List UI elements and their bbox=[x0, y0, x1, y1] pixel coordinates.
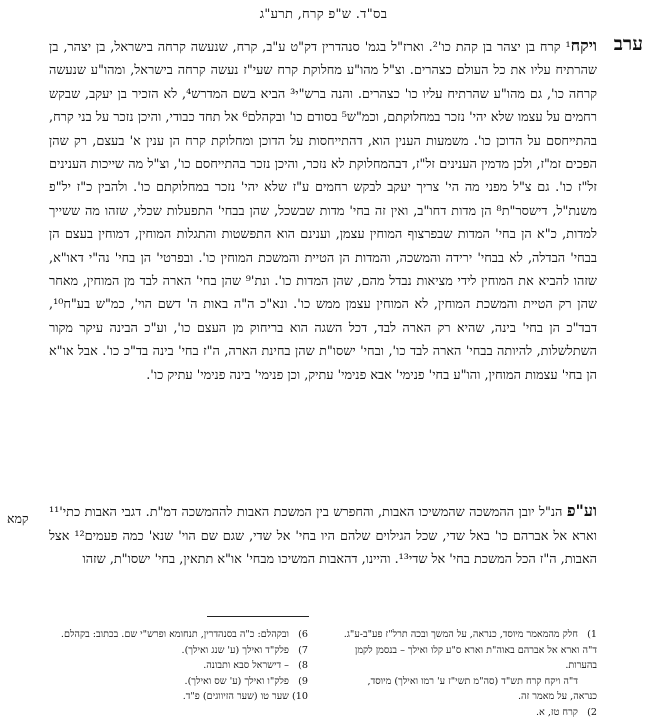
second-paragraph bbox=[49, 499, 597, 596]
footnotes bbox=[49, 627, 597, 724]
footnote: 2) קרח טז, א. bbox=[535, 706, 597, 718]
footnote: 6) ובקהלם: כ"ה בסנהדרין, תנחומא ופרש"י שם. בכתוב: בקהלם. bbox=[60, 629, 308, 640]
paragraph-lead-word: ויקח bbox=[570, 36, 597, 55]
page-header: בס"ד. ש"פ קרח, תרע"ג bbox=[259, 7, 388, 22]
footnote: 10) שער טו (שער הזיווגים) פ"ד. bbox=[182, 691, 308, 703]
paragraph-body: הנ"ל יובן ההמשכה שהמשיכו האבות, והחפרש בין המשכת האבות לההמשכה דמ"ת. דגבי האבות כתי'¹¹ וארא אל אברהם כו' באל שדי, שכל הגילוים שלהם היו בחי' אל שדי, שגם שם הוי' שנא' כמה פעמים¹² אצל האבות, ה"ז הכל המשכת בחי' אל שדי¹³. והיינו, דהאבות המשיכו מבחי' או"א תתאין, בחי' ישסו"ת, שזהו bbox=[49, 505, 597, 568]
main-paragraph bbox=[49, 34, 597, 483]
margin-mark-left: קמא bbox=[7, 511, 29, 526]
footnote: ד"ה ויקח קרח תש"ד (סה"מ תשי"ז ע' רמו ואילך) מיוסד, כנראה, על מאמר זה. bbox=[367, 675, 597, 703]
footnotes-left-column bbox=[49, 627, 308, 724]
footnote: 8) – דישראל סבא ותבונה. bbox=[203, 660, 308, 672]
footnote: 7) פלק"ד ואילך (ע' שנג ואילך). bbox=[181, 644, 308, 656]
footnote: 1) חלק מהמאמר מיוסד, כנראה, על המשך ובכה תרל"ז פע"ב-ע"ג. ד"ה וארא אל אברהם באוה"ת וארא ס"ע קלו ואילך – בנסמן לקמן בהערות. bbox=[343, 629, 597, 672]
footnote-separator bbox=[207, 616, 309, 617]
paragraph-lead-word: וע"פ bbox=[566, 501, 597, 520]
margin-mark-right: ערב bbox=[613, 33, 643, 55]
paragraph-body: ¹ קרח בן יצהר בן קהת כו'². וארז"ל בגמ' סנהדרין דק"ט ע"ב, קרח, שנעשה קרחה בישראל, בן יצהר, בן שהרתיח עליו את כל העולם כצהרים. וצ"ל מהו"ע מחלוקת קרח שעי"ז נעשה קרחה בישראל, ומהו"ע שנעשה קרחה כו', גם מהו"ע שהרתיח עליו כו' כצהרים. והנה ברש"י³ הביא בשם המדרש⁴, לא הזכיר בן יעקב, שבקש רחמים על עצמו שלא יהי' נזכר במחלוקתם, וכמ"ש⁵ בסודם כו' ובקהלם⁶ אל תחד כבודי, והיכן נזכר על בני קרח, בהתייחסם על הדוכן כו'. משמעות הענין הוא, דהתייחסות על הדוכן ומחלוקת קרח הן ענין א' בעצם, רק שהן הפכים זמ"ז, ולכן מדמין הענינים זל"ז, דבהמחלוקת לא נזכר, והיכן נזכר בהתייחסם כו', וצ"ל מה שייכות הענינים זל"ז כו'. גם צ"ל מפני מה הי' צריך יעקב לבקש רחמים ע"ז שלא יהי' נזכר במחלוקתם כו'. ולהבין כ"ז יל"פ משנת"ל, דישסר"ת⁸ הן מדות דחו"ב, ואין זה בחי' מדות שבשכל, שהן בבחי' התפעלות שכלי, שזהו מה ששייך למדות, כ"א הן בחי' המדות שבפרצוף המוחין עצמן, וענינם הוא התפשטות והתגלות המוחין, דמוחין בעצם הן בבחי' הבדלה, לא בבחי' ירידה והמשכה, והמדות הן הטיית והמשכת המוחין כו'. ובפרטי' הן בחי' נה"י דאו"א, שזהו להביא את המוחין לידי מציאות נבדל מהם, שהן המדות כו'. ונת'⁹ שהן בחי' הארה לבד מן המוחין, מאחר שהן רק הטיית והמשכת המוחין, לא המוחין עצמן ממש כו'. ונא"כ ה"ה באות ה' דשם הוי', כמ"ש בע"ח¹⁰, דבד"כ הן בחי' בינה, שהיא רק הארה לבד, דכל השגה הוא בריחוק מן העצם כו', וע"כ הבינה עיקר מקור השתלשלות, להיותה בבחי' הארה לבד כו', ובחי' ישסו"ת שהן בחינת הארה, ה"ז בחי' בינה בד"כ כו'. אבל או"א הן בחי' עצמות המוחין, והו"ע בחי' פנימי' אבא פנימי' עתיק, וכן פנימי' בינה פנימי' עתיק כו'. bbox=[49, 40, 597, 383]
footnotes-right-column bbox=[338, 627, 597, 724]
footnote: 9) פלק"ו ואילך (ע' שס ואילך). bbox=[184, 675, 308, 687]
